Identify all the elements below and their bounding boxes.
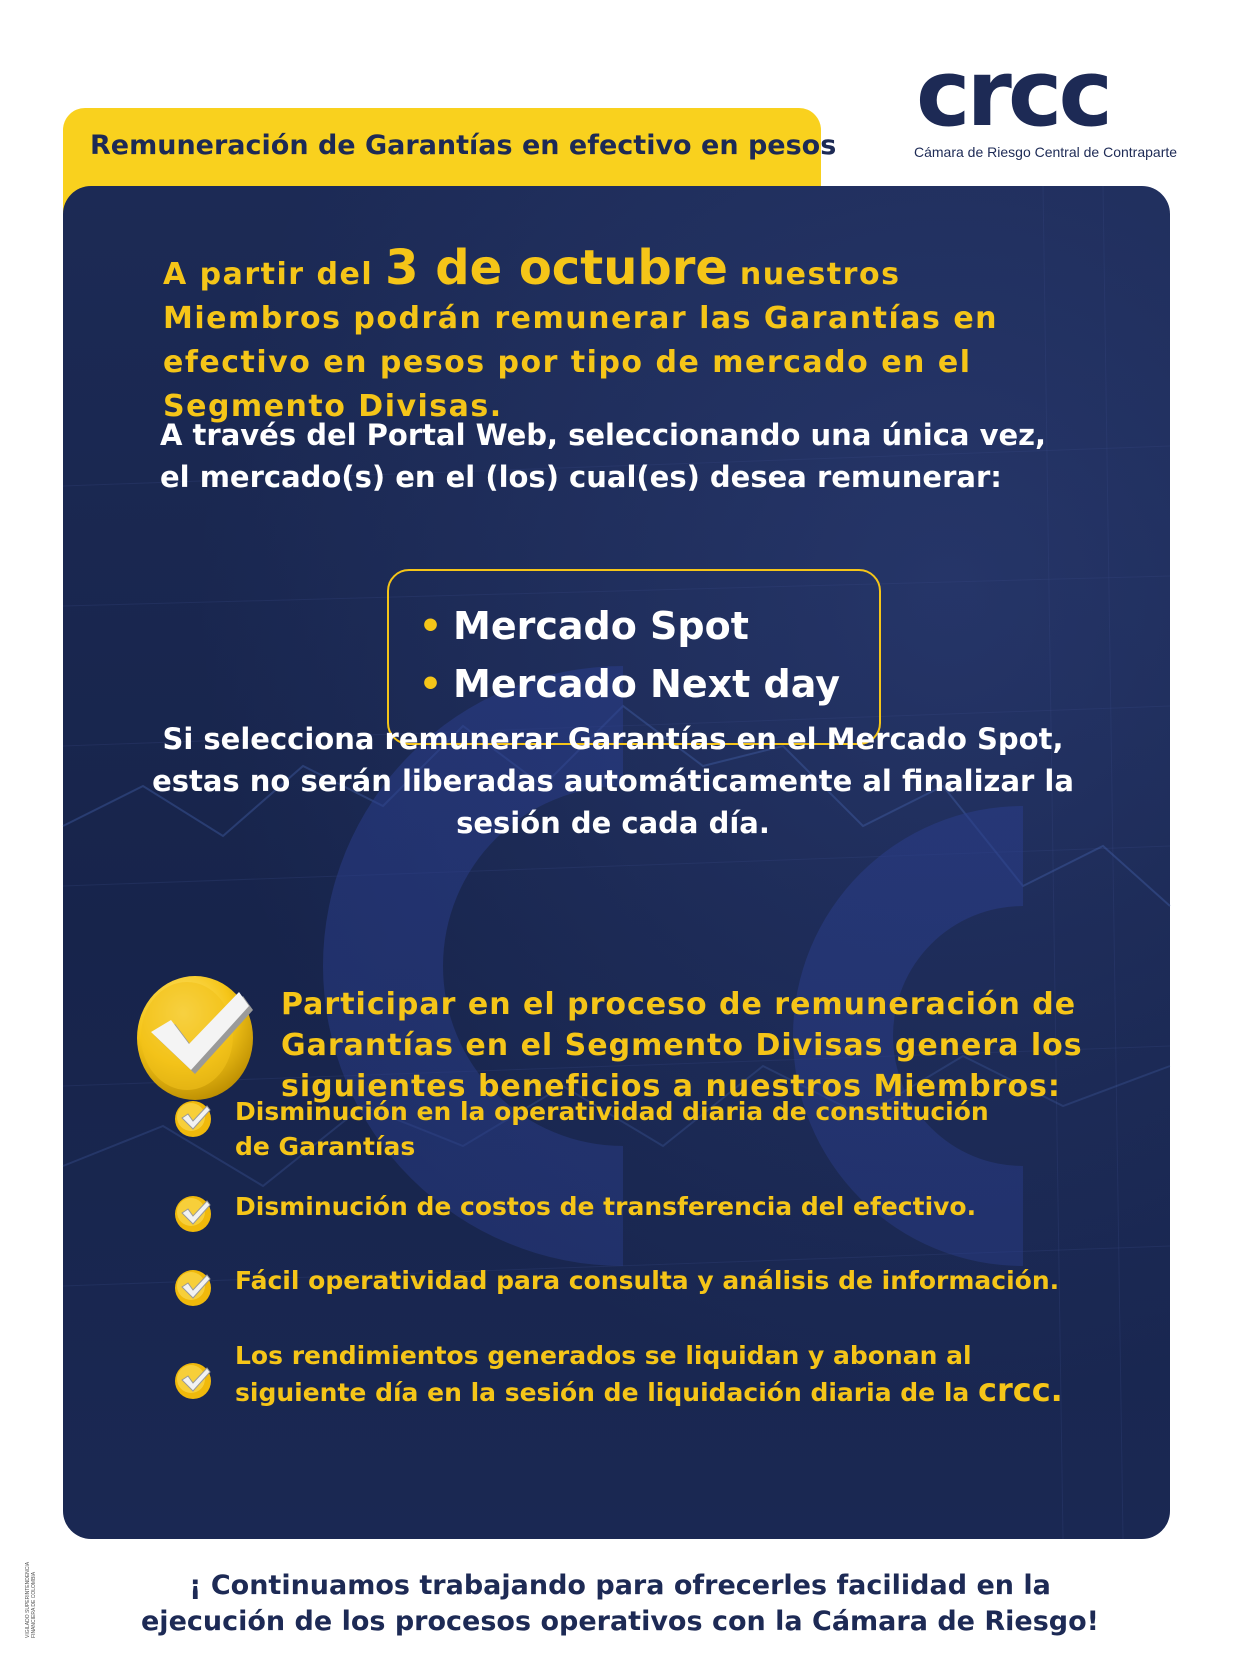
benefit-item	[173, 1263, 1073, 1309]
benefit-text: Disminución de costos de transferencia del efectivo.	[235, 1192, 977, 1221]
check-coin-icon	[173, 1265, 217, 1309]
benefit-item	[173, 1189, 1073, 1235]
intro-date: 3 de octubre	[385, 240, 728, 296]
footer-text: ¡ Continuamos trabajando para ofrecerles facilidad en la ejecución de los procesos operativos con la Cámara de Riesgo!	[141, 1570, 1099, 1637]
check-coin-icon	[173, 1358, 217, 1402]
benefit-text: Fácil operatividad para consulta y análisis de información.	[235, 1266, 1060, 1295]
intro-prefix: A partir del	[163, 257, 386, 292]
market-item	[389, 597, 879, 655]
note-text: Si selecciona remunerar Garantías en el Mercado Spot, estas no serán liberadas automáticamente al finalizar la sesión de cada día.	[152, 722, 1074, 840]
intro-suffix: nuestros Miembros podrán remunerar las Garantías en efectivo en pesos por tipo de mercado en el Segmento Divisas.	[163, 257, 999, 424]
big-check-coin-icon	[125, 966, 265, 1106]
portal-text: A través del Portal Web, seleccionando una única vez, el mercado(s) en el (los) cual(es) desea remunerar:	[160, 418, 1047, 494]
intro-text	[163, 240, 1083, 429]
market-label: Mercado Spot	[453, 604, 749, 648]
benefit-item	[173, 1338, 1073, 1410]
bullet-icon: •	[419, 605, 443, 647]
benefit-text-main: Los rendimientos generados se liquidan y abonan al siguiente día en la sesión de liquidación diaria de la	[235, 1341, 978, 1407]
check-coin-icon	[173, 1096, 217, 1140]
benefit-item	[173, 1094, 1073, 1164]
logo-subtitle: Cámara de Riesgo Central de Contraparte	[914, 144, 1178, 160]
benefit-text	[235, 1338, 1073, 1410]
logo-wordmark: crcc	[916, 40, 1109, 147]
main-panel	[63, 186, 1170, 1539]
header-title: Remuneración de Garantías en efectivo en pesos	[90, 130, 837, 161]
benefit-text: Disminución en la operatividad diaria de constitución de Garantías	[235, 1097, 989, 1161]
benefit-brand: crcc.	[977, 1371, 1063, 1409]
check-coin-icon	[173, 1191, 217, 1235]
market-item	[389, 655, 879, 713]
benefits-heading: Participar en el proceso de remuneración de Garantías en el Segmento Divisas genera los siguientes beneficios a nuestros Miembros:	[281, 987, 1083, 1104]
vigilado-label: VIGILADO SUPERINTENDENCIA FINANCIERA DE COLOMBIA	[25, 1562, 37, 1638]
bullet-icon: •	[419, 663, 443, 705]
market-label: Mercado Next day	[453, 662, 840, 706]
crcc-logo	[914, 40, 1178, 160]
